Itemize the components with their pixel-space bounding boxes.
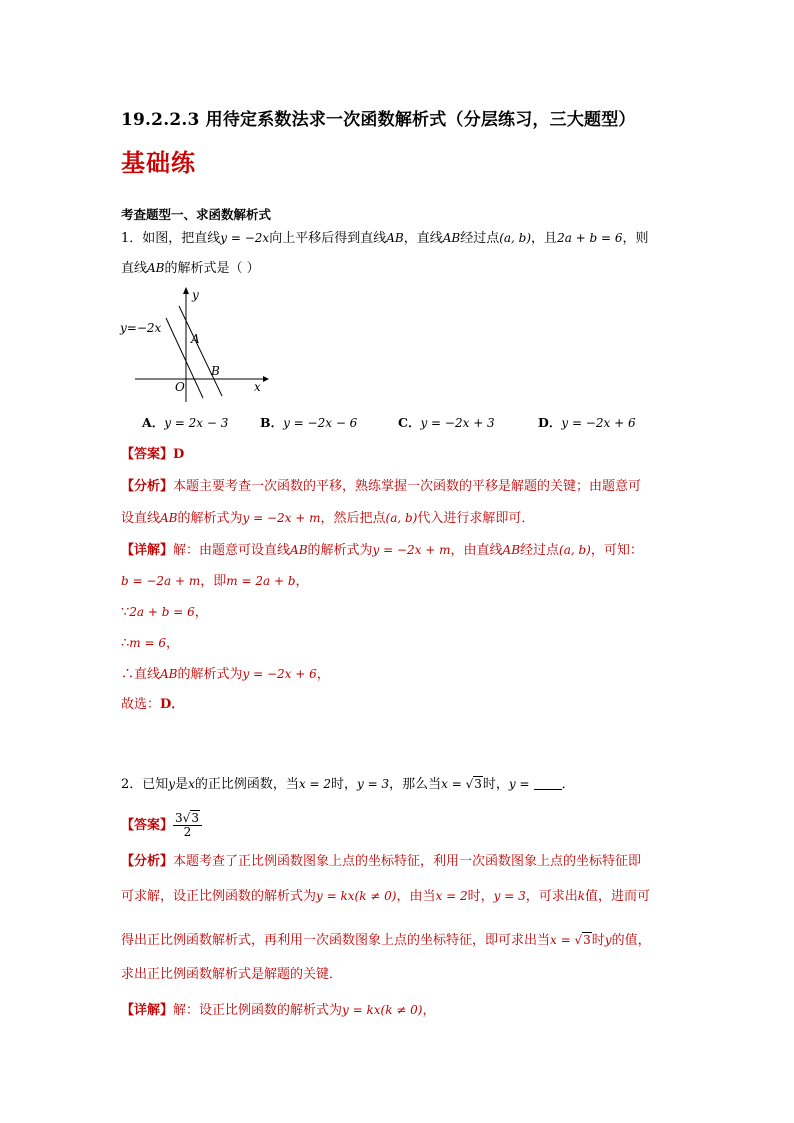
analysis-tag: 【分析】	[121, 854, 174, 869]
text: 值，进而可	[585, 889, 651, 904]
text: ，	[295, 574, 309, 589]
q1-analysis-line-1	[121, 477, 641, 497]
text: ，由直线	[450, 543, 503, 558]
detail-tag: 【详解】	[121, 543, 174, 558]
q2-analysis-line-4	[121, 965, 342, 985]
option-expr: y = −2x + 6	[561, 416, 636, 430]
option-b	[260, 413, 357, 433]
q1-detail-line-1	[121, 540, 643, 561]
text: ，由当	[396, 889, 436, 904]
q2-analysis-line-2	[121, 886, 650, 907]
text: 得出正比例函数解析式，再利用一次函数图象上点的坐标特征，即可求出当	[121, 933, 551, 948]
sqrt-sign: √	[465, 777, 474, 791]
point-a-label: A	[191, 332, 200, 346]
text: 的正比例函数，当	[194, 777, 299, 792]
text: 故选：	[121, 697, 161, 712]
math: y = 3	[356, 777, 390, 791]
level-heading: 基础练	[121, 148, 196, 177]
line-ab	[179, 306, 222, 396]
math: x	[188, 777, 195, 791]
math: 3	[191, 811, 199, 825]
option-expr: y = −2x − 6	[283, 416, 358, 430]
text: ，即	[200, 574, 227, 589]
text: 时	[591, 933, 605, 948]
q2-analysis-line-3	[121, 930, 651, 951]
math: AB	[502, 543, 521, 557]
text: ∵	[121, 605, 130, 620]
text: 经过点	[460, 231, 500, 246]
math: y	[168, 777, 176, 791]
math: y = kx(k ≠ 0)	[316, 889, 397, 903]
q1-answer	[121, 445, 184, 465]
math: x = 2	[298, 777, 331, 791]
text: ，	[422, 1003, 436, 1018]
point-b-label: B	[211, 364, 220, 378]
q2-stem	[121, 774, 575, 795]
text: ，可知：	[590, 543, 643, 558]
q2-detail-line-1	[121, 1000, 436, 1021]
math: y =	[508, 777, 530, 791]
math: (a, b)	[559, 543, 591, 557]
option-letter: D．	[538, 415, 562, 430]
math: AB	[160, 511, 178, 525]
math: 2a + b = 6	[129, 605, 195, 619]
text: ∴直线	[121, 667, 161, 682]
option-a	[142, 413, 228, 433]
text: 解：由题意可设直线	[173, 543, 291, 558]
option-expr: y = 2x − 3	[164, 416, 229, 430]
text: 求出正比例函数解析式是解题的关键．	[121, 967, 343, 982]
text: 经过点	[520, 543, 560, 558]
q1-detail-line-6	[121, 695, 184, 715]
option-c	[398, 413, 495, 433]
option-letter: B．	[260, 415, 284, 430]
q1-stem-line-1	[121, 228, 649, 249]
text: ，	[165, 636, 179, 651]
y-axis-label: y	[192, 288, 199, 302]
text: 时，	[482, 777, 509, 792]
math: 2a + b = 6	[557, 231, 623, 245]
text: 代入进行求解即可．	[417, 511, 535, 526]
text: D．	[160, 697, 185, 712]
math: y = −2x + m	[372, 543, 451, 557]
text: 解：设正比例函数的解析式为	[173, 1003, 343, 1018]
text: ，直线	[403, 231, 443, 246]
text: 的解析式为	[177, 511, 243, 526]
math: y = −2x	[220, 231, 270, 245]
text: 本题主要考查一次函数的平移，熟练掌握一次函数的平移是解题的关键；由题意可	[173, 479, 642, 494]
q1-detail-line-2	[121, 571, 309, 592]
math: AB	[147, 261, 165, 275]
math: m = 2a + b	[226, 574, 296, 588]
math: y = kx(k ≠ 0)	[342, 1003, 423, 1017]
option-d	[538, 413, 636, 433]
q1-figure	[115, 284, 275, 404]
math: m = 6	[129, 636, 166, 650]
y-axis-arrow	[183, 287, 189, 294]
detail-tag: 【详解】	[121, 1003, 174, 1018]
option-letter: A．	[142, 415, 165, 430]
math: y = 3	[493, 889, 526, 903]
section-heading: 考查题型一、求函数解析式	[121, 207, 272, 222]
math: b = −2a + m	[121, 574, 201, 588]
text: 1．如图，把直线	[121, 231, 221, 246]
q1-stem-line-2	[121, 258, 260, 279]
text: ，然后把点	[320, 511, 386, 526]
document-title: 19.2.2.3 用待定系数法求一次函数解析式（分层练习，三大题型）	[121, 110, 636, 130]
answer-blank	[534, 777, 562, 790]
text: 设直线	[121, 511, 161, 526]
math: 3	[175, 811, 183, 825]
math: 2	[183, 825, 192, 839]
math: k	[577, 889, 586, 903]
math: y = −2x + 6	[242, 667, 317, 681]
q2-answer	[121, 812, 202, 839]
math: AB	[290, 543, 308, 557]
math: x =	[550, 933, 575, 947]
math: (a, b)	[499, 231, 532, 245]
text: 直线	[121, 261, 148, 276]
q1-detail-line-5	[121, 664, 330, 685]
x-axis-arrow	[263, 376, 269, 382]
text: ．	[561, 777, 575, 792]
math: y = −2x + m	[242, 511, 321, 525]
text: ，	[194, 605, 208, 620]
math: x =	[441, 777, 466, 791]
origin-label: O	[175, 380, 185, 394]
text: 的解析式是（ ）	[164, 261, 260, 276]
math: AB	[160, 667, 178, 681]
option-expr: y = −2x + 3	[420, 416, 495, 430]
answer-tag: 【答案】	[121, 447, 174, 462]
text: 向上平移后得到直线	[269, 231, 387, 246]
text: 是	[175, 777, 189, 792]
answer-tag: 【答案】	[121, 818, 174, 833]
text: ，	[316, 667, 330, 682]
q1-analysis-line-2	[121, 508, 534, 529]
sqrt-sign: √	[574, 933, 583, 947]
text: 2．已知	[121, 777, 169, 792]
text: 时，	[467, 889, 494, 904]
text: 的解析式为	[307, 543, 373, 558]
text: ∴	[121, 636, 130, 651]
math: 3	[583, 933, 591, 947]
text: ，那么当	[389, 777, 442, 792]
math: y	[604, 933, 612, 947]
q1-detail-line-3	[121, 602, 208, 623]
line-label: y=−2x	[120, 321, 162, 335]
analysis-tag: 【分析】	[121, 479, 174, 494]
math: AB	[442, 231, 461, 245]
text: 的值，	[611, 933, 651, 948]
math: AB	[386, 231, 404, 245]
option-letter: C．	[398, 415, 421, 430]
text: ，且	[531, 231, 558, 246]
x-axis-label: x	[254, 380, 261, 394]
text: 本题考查了正比例函数图象上点的坐标特征，利用一次函数图象上点的坐标特征即	[173, 854, 642, 869]
q2-analysis-line-1	[121, 852, 641, 872]
math: x = 2	[435, 889, 468, 903]
math: 3	[474, 777, 482, 791]
answer-value: D	[173, 447, 185, 462]
text: 时，	[330, 777, 357, 792]
text: 的解析式为	[177, 667, 243, 682]
text: 可求解，设正比例函数的解析式为	[121, 889, 317, 904]
math: (a, b)	[385, 511, 418, 525]
text: ，可求出	[525, 889, 578, 904]
answer-fraction: $\frac{3√3}{2}$	[173, 812, 202, 839]
q1-detail-line-4	[121, 633, 179, 654]
text: ，则	[622, 231, 649, 246]
